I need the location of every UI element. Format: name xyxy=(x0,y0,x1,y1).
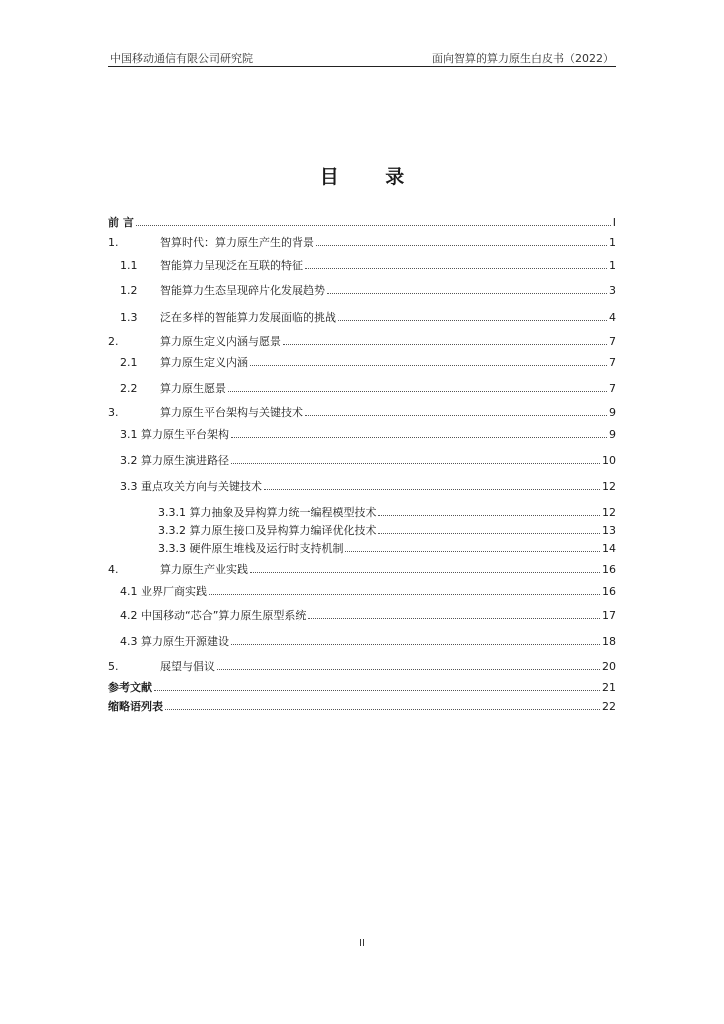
toc-entry-page: 3 xyxy=(609,284,616,297)
toc-entry[interactable] xyxy=(108,584,616,600)
toc-entry-number: 2. xyxy=(108,335,119,348)
toc-entry[interactable] xyxy=(108,427,616,443)
toc-entry-title: 算力原生产业实践 xyxy=(160,563,248,576)
toc-dot-leader xyxy=(316,244,607,246)
toc-entry-title: 3.1 算力原生平台架构 xyxy=(120,428,229,441)
toc-dot-leader xyxy=(305,267,607,269)
toc-entry-page: 7 xyxy=(609,382,616,395)
toc-entry-title: 3.2 算力原生演进路径 xyxy=(120,454,229,467)
toc-entry[interactable] xyxy=(108,699,616,715)
toc-entry-number: 1.3 xyxy=(120,311,138,324)
toc-entry-title: 智能算力生态呈现碎片化发展趋势 xyxy=(160,284,325,297)
toc-entry-page: 12 xyxy=(602,506,616,519)
toc-entry-title: 3.3.2 算力原生接口及异构算力编译优化技术 xyxy=(158,524,377,537)
toc-entry-title: 参考文献 xyxy=(108,681,152,694)
toc-dot-leader xyxy=(345,550,600,552)
toc-entry[interactable] xyxy=(108,505,616,521)
toc-entry[interactable] xyxy=(108,310,616,326)
toc-entry-number: 2.2 xyxy=(120,382,138,395)
toc-entry-title: 算力原生定义内涵 xyxy=(160,356,248,369)
toc-entry-title: 4.1 业界厂商实践 xyxy=(120,585,207,598)
toc-entry-page: 7 xyxy=(609,356,616,369)
toc-entry[interactable] xyxy=(108,541,616,557)
toc-entry-page: 21 xyxy=(602,681,616,694)
toc-entry-title: 智能算力呈现泛在互联的特征 xyxy=(160,259,303,272)
toc-entry-page: 9 xyxy=(609,406,616,419)
toc-entry-title: 4.2 中国移动“芯合”算力原生原型系统 xyxy=(120,609,307,622)
toc-entry[interactable] xyxy=(108,634,616,650)
toc-dot-leader xyxy=(264,488,600,490)
toc-entry-page: 16 xyxy=(602,585,616,598)
toc-entry[interactable] xyxy=(108,258,616,274)
toc-entry[interactable] xyxy=(108,283,616,299)
toc-dot-leader xyxy=(250,571,600,573)
toc-entry-number: 1. xyxy=(108,236,119,249)
toc-entry[interactable] xyxy=(108,355,616,371)
toc-entry[interactable] xyxy=(108,405,616,421)
toc-entry[interactable] xyxy=(108,562,616,578)
page-title: 目 录 xyxy=(319,166,425,188)
toc-dot-leader xyxy=(231,643,600,645)
toc-dot-leader xyxy=(327,292,607,294)
toc-entry-page: I xyxy=(612,216,616,229)
toc-entry-page: 17 xyxy=(602,609,616,622)
toc-entry-page: 14 xyxy=(602,542,616,555)
toc-entry[interactable] xyxy=(108,381,616,397)
toc-entry-title: 泛在多样的智能算力发展面临的挑战 xyxy=(160,311,336,324)
toc-dot-leader xyxy=(165,708,600,710)
toc-entry[interactable] xyxy=(108,608,616,624)
toc-entry-number: 3. xyxy=(108,406,119,419)
header-divider xyxy=(108,66,616,67)
toc-entry-page: 18 xyxy=(602,635,616,648)
toc-entry-page: 10 xyxy=(602,454,616,467)
toc-entry-title: 缩略语列表 xyxy=(108,700,163,713)
toc-entry-title: 算力原生平台架构与关键技术 xyxy=(160,406,303,419)
toc-entry-page: 12 xyxy=(602,480,616,493)
page-number: II xyxy=(359,938,365,949)
toc-entry[interactable] xyxy=(108,453,616,469)
toc-dot-leader xyxy=(154,689,600,691)
toc-dot-leader xyxy=(217,668,600,670)
header-document-title: 面向智算的算力原生白皮书（2022） xyxy=(432,52,614,65)
toc-entry-title: 算力原生愿景 xyxy=(160,382,226,395)
toc-entry-page: 9 xyxy=(609,428,616,441)
toc-dot-leader xyxy=(209,593,600,595)
toc-dot-leader xyxy=(136,224,611,226)
toc-entry-title: 3.3.3 硬件原生堆栈及运行时支持机制 xyxy=(158,542,344,555)
toc-entry-number: 1.1 xyxy=(120,259,138,272)
toc-entry-title: 前 言 xyxy=(108,216,134,229)
toc-entry-page: 4 xyxy=(609,311,616,324)
toc-entry-title: 展望与倡议 xyxy=(160,660,215,673)
toc-entry-page: 7 xyxy=(609,335,616,348)
toc-dot-leader xyxy=(305,414,607,416)
toc-entry-number: 4. xyxy=(108,563,119,576)
toc-entry[interactable] xyxy=(108,215,616,231)
toc-entry-page: 20 xyxy=(602,660,616,673)
toc-entry[interactable] xyxy=(108,479,616,495)
toc-entry-page: 1 xyxy=(609,236,616,249)
toc-entry-page: 13 xyxy=(602,524,616,537)
toc-entry[interactable] xyxy=(108,334,616,350)
header-organization: 中国移动通信有限公司研究院 xyxy=(110,52,253,65)
toc-dot-leader xyxy=(378,514,600,516)
toc-entry[interactable] xyxy=(108,235,616,251)
toc-entry-page: 1 xyxy=(609,259,616,272)
toc-dot-leader xyxy=(378,532,600,534)
toc-entry-page: 16 xyxy=(602,563,616,576)
toc-entry-title: 3.3 重点攻关方向与关键技术 xyxy=(120,480,262,493)
toc-dot-leader xyxy=(283,343,607,345)
toc-dot-leader xyxy=(231,436,607,438)
toc-entry-title: 智算时代：算力原生产生的背景 xyxy=(160,236,314,249)
toc-entry[interactable] xyxy=(108,523,616,539)
toc-entry-title: 3.3.1 算力抽象及异构算力统一编程模型技术 xyxy=(158,506,377,519)
toc-entry[interactable] xyxy=(108,680,616,696)
toc-entry-number: 1.2 xyxy=(120,284,138,297)
toc-entry[interactable] xyxy=(108,659,616,675)
toc-dot-leader xyxy=(308,617,600,619)
toc-entry-number: 5. xyxy=(108,660,119,673)
toc-entry-title: 4.3 算力原生开源建设 xyxy=(120,635,229,648)
toc-entry-title: 算力原生定义内涵与愿景 xyxy=(160,335,281,348)
toc-dot-leader xyxy=(228,390,607,392)
toc-dot-leader xyxy=(231,462,600,464)
toc-dot-leader xyxy=(338,319,607,321)
toc-dot-leader xyxy=(250,364,607,366)
toc-entry-number: 2.1 xyxy=(120,356,138,369)
toc-entry-page: 22 xyxy=(602,700,616,713)
